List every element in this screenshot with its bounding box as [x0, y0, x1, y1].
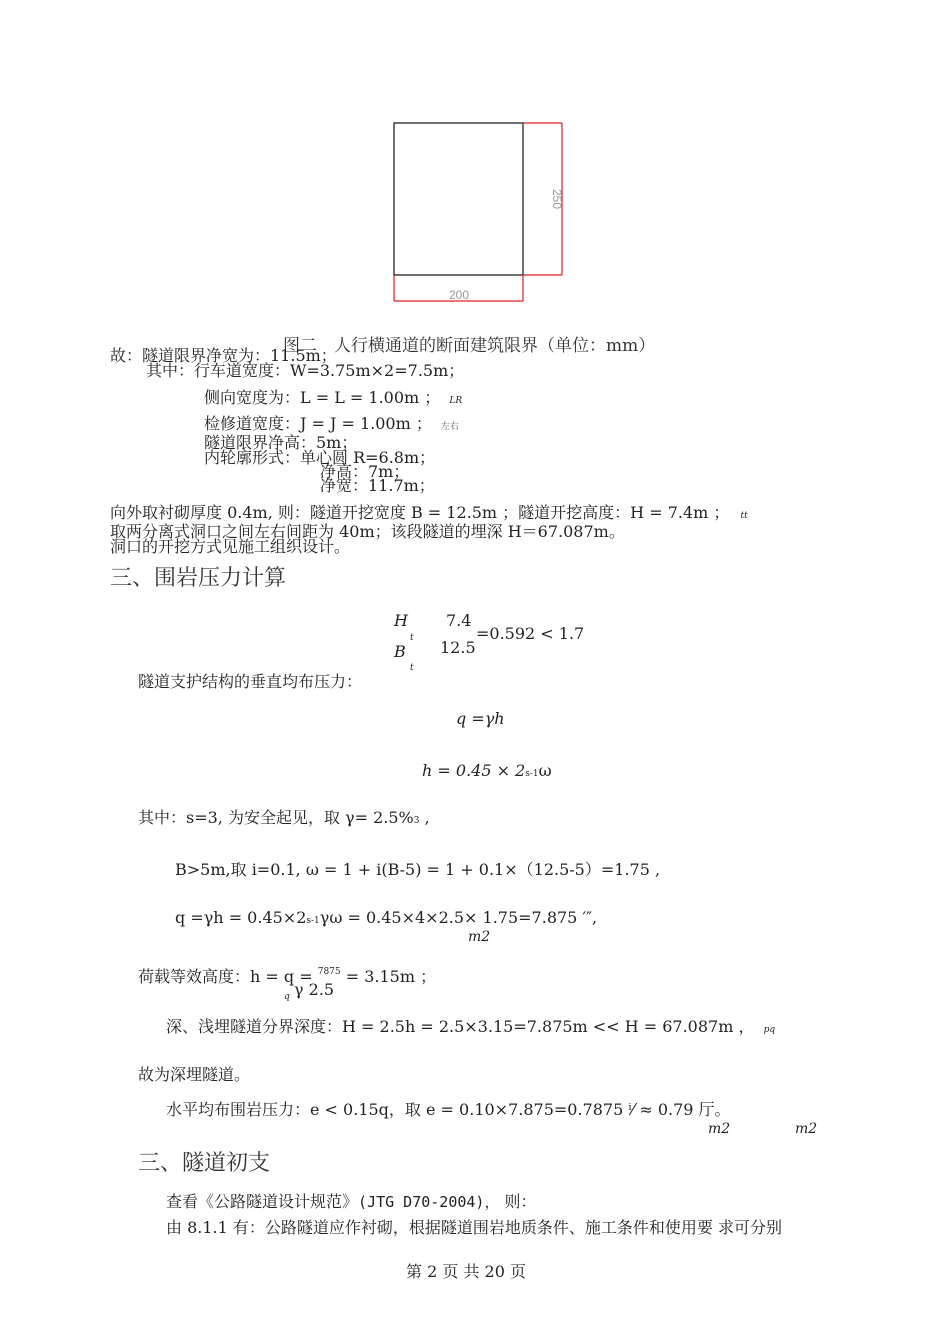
limit-clear-height: 隧道限界净高：5m；: [204, 433, 358, 452]
ratio-B-sub: t: [410, 663, 414, 673]
limit-intro: 故：隧道限界净宽为：11.5m；: [110, 346, 337, 365]
formula-h: [422, 761, 552, 784]
limit-net-width: 净宽：11.7m；: [320, 476, 435, 495]
excavation-line1-sub: tt: [740, 511, 748, 521]
ratio-B: B: [394, 642, 406, 661]
ratio-denominator: 12.5: [440, 638, 476, 657]
limit-walk-width-text: 检修道宽度：J = J = 1.00m ；: [204, 414, 432, 433]
clearance-section-figure: [385, 115, 575, 314]
excavation-line3: 洞口的开挖方式见施工组织设计。: [110, 537, 351, 556]
ratio-numerator: 7.4: [446, 611, 472, 630]
where-tail: ,: [419, 808, 430, 827]
limit-side-width-sub: LR: [449, 396, 463, 406]
code-check-prefix: 查看《公路隧道设计规范》: [166, 1192, 359, 1211]
where-line: [138, 808, 430, 831]
load-height-text: 荷载等效高度：h = q =: [138, 967, 313, 986]
figure-caption: 图二 人行横通道的断面建筑限界（单位：mm）: [283, 336, 656, 356]
excavation-line1-text: 向外取衬砌厚度 0.4m, 则：隧道开挖宽度 B = 12.5m ；隧道开挖高度：H = 7.4m ；: [110, 503, 730, 522]
excavation-line2: 取两分离式洞口之间左右间距为 40m；该段隧道的埋深 H＝67.087m。: [110, 522, 625, 541]
load-height-sup: 7875: [317, 967, 341, 977]
formula-h-text: h = 0.45 × 2: [422, 761, 526, 780]
section-outline: [394, 123, 523, 275]
deep-tunnel: 故为深埋隧道。: [138, 1065, 251, 1084]
ratio-result: =0.592 < 1.7: [476, 624, 585, 643]
section-heading-pressure: 三、围岩压力计算: [110, 566, 287, 591]
q-calc-sub: s-1: [306, 916, 320, 926]
load-height-den: γ 2.5: [294, 980, 335, 999]
formula-q: q =γh: [456, 709, 505, 728]
load-height-line: [138, 962, 436, 987]
ratio-H-sub: t: [410, 633, 414, 643]
q-calc-unit: [468, 927, 490, 947]
code-check-code: (JTG D70-2004)，: [358, 1193, 500, 1211]
limit-walk-width-sub: 左右: [440, 422, 459, 432]
formula-h-tail: ω: [538, 761, 552, 780]
code-check-suffix: 则：: [499, 1192, 537, 1211]
q-calc-text: q =γh = 0.45×2: [175, 908, 307, 927]
horizontal-unit-a: m2: [708, 1121, 731, 1137]
horizontal-unit-b: m2: [795, 1121, 818, 1137]
dim-label-vertical: 250: [550, 188, 564, 210]
load-height-sub-q: q: [284, 992, 290, 1002]
section-heading-support: 三、隧道初支: [138, 1151, 271, 1176]
limit-among: 其中：行车道宽度：W=3.75m×2=7.5m；: [146, 361, 465, 380]
q-calc-line: [175, 908, 597, 931]
limit-net-height: 净高：7m；: [320, 462, 410, 481]
depth-sub: pq: [763, 1025, 776, 1035]
load-height-tail: = 3.15m ；: [340, 967, 437, 986]
limit-side-width-text: 侧向宽度为：L = L = 1.00m ；: [204, 388, 441, 407]
q-calc-tail: γω = 0.45×4×2.5× 1.75=7.875 ′″,: [319, 908, 598, 927]
where-text: 其中：s=3, 为安全起见，取 γ= 2.5%: [138, 808, 414, 827]
where-sub: 3: [413, 816, 420, 826]
dim-label-horizontal: 200: [448, 288, 470, 302]
code-check-line: [166, 1192, 537, 1212]
page-footer: 第 2 页 共 20 页: [406, 1262, 526, 1281]
depth-line: [166, 1017, 775, 1040]
vertical-pressure-label: 隧道支护结构的垂直均布压力：: [138, 672, 363, 691]
formula-h-sub: s-1: [525, 769, 539, 779]
rule-line: 由 8.1.1 有：公路隧道应作衬砌，根据隧道围岩地质条件、施工条件和使用要 求可分别: [166, 1218, 782, 1237]
limit-side-width: [204, 388, 462, 411]
clearance-drawing: [385, 115, 575, 310]
omega-line: B>5m,取 i=0.1, ω = 1 + i(B-5) = 1 + 0.1×（12.5-5）=1.75 ,: [175, 860, 661, 879]
depth-text: 深、浅埋隧道分界深度：H = 2.5h = 2.5×3.15=7.875m << H = 67.087m ，: [166, 1017, 755, 1036]
limit-inner-form: 内轮廓形式：单心圆 R=6.8m；: [204, 448, 436, 467]
q-calc-unit-text: m2: [468, 929, 491, 945]
ratio-H: H: [394, 611, 408, 630]
horizontal-pressure: 水平均布围岩压力：e < 0.15q，取 e = 0.10×7.875=0.7875 ⁱ⁄ ≈ 0.79 厅。: [166, 1100, 731, 1119]
